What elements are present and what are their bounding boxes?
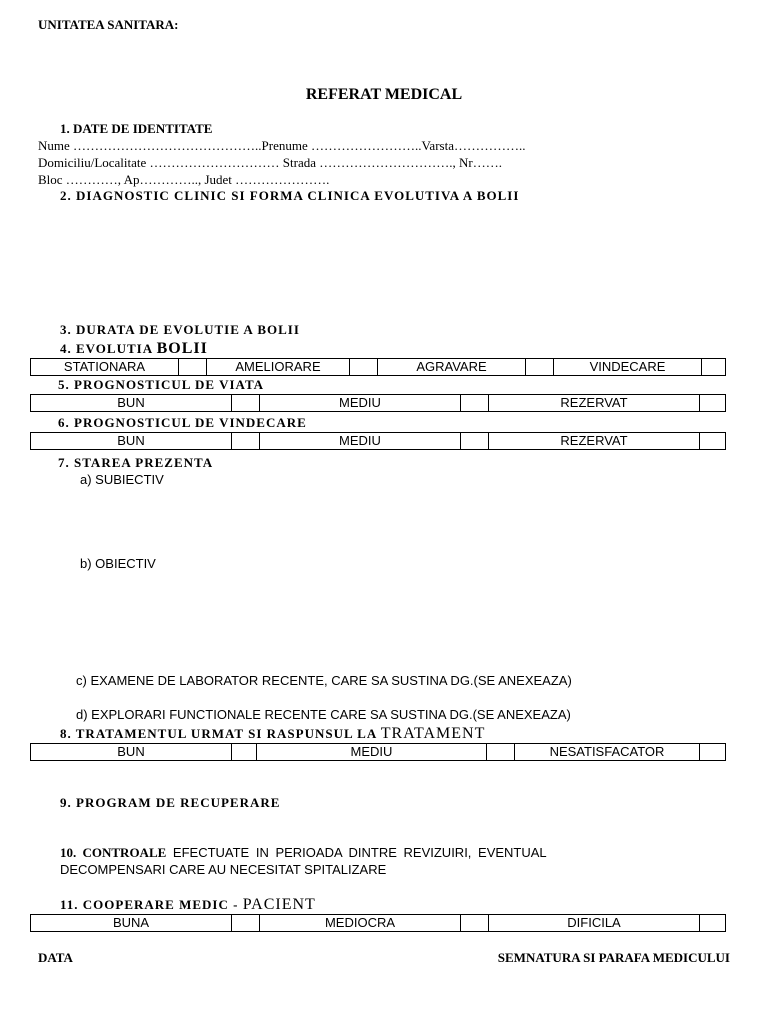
option-mediu: MEDIU [260,395,461,412]
option-nesatisfacator: NESATISFACATOR [515,744,700,761]
checkbox-mediocra[interactable] [461,915,489,932]
signature-label: SEMNATURA SI PARAFA MEDICULUI [497,950,730,965]
section-11-heading-prefix: 11. COOPERARE MEDIC - [60,897,243,912]
treatment-response-table [30,743,726,761]
option-ameliorare: AMELIORARE [207,359,350,376]
section-8-heading [60,725,485,743]
option-vindecare: VINDECARE [554,359,702,376]
option-rezervat: REZERVAT [489,395,700,412]
section-7-heading: 7. STAREA PREZENTA [58,455,214,470]
identity-line-3: Bloc …………, Ap………….., Judet …………………. [38,172,330,187]
checkbox-dificila[interactable] [700,915,726,932]
checkbox-bun[interactable] [232,395,260,412]
option-buna: BUNA [31,915,232,932]
document-title: REFERAT MEDICAL [305,86,463,103]
section-8-heading-prefix: 8. TRATAMENTUL URMAT SI RASPUNSUL LA [60,726,381,741]
option-agravare: AGRAVARE [378,359,526,376]
checkbox-buna[interactable] [232,915,260,932]
life-prognosis-table [30,394,726,412]
checkbox-bun[interactable] [232,433,260,450]
checkbox-agravare[interactable] [526,359,554,376]
checkbox-rezervat[interactable] [700,433,726,450]
unit-label: UNITATEA SANITARA: [38,17,179,32]
evolution-options-table [30,358,726,376]
section-9-heading: 9. PROGRAM DE RECUPERARE [60,795,281,810]
checkbox-nesatisfacator[interactable] [700,744,726,761]
cooperation-table [30,914,726,932]
checkbox-rezervat[interactable] [700,395,726,412]
section-10-line-2: DECOMPENSARI CARE AU NECESITAT SPITALIZARE [60,862,387,877]
section-6-heading: 6. PROGNOSTICUL DE VINDECARE [58,415,307,430]
option-dificila: DIFICILA [489,915,700,932]
option-mediu: MEDIU [257,744,487,761]
checkbox-mediu[interactable] [461,395,489,412]
functional-explorations-label: d) EXPLORARI FUNCTIONALE RECENTE CARE SA SUSTINA DG.(SE ANEXEAZA) [76,707,571,722]
option-bun: BUN [31,433,232,450]
checkbox-ameliorare[interactable] [350,359,378,376]
identity-line-2: Domiciliu/Localitate ………………………… Strada …………………………., Nr……. [38,155,502,170]
objective-label: b) OBIECTIV [80,556,156,571]
section-8-heading-word: TRATAMENT [380,725,486,742]
option-bun: BUN [31,395,232,412]
section-4-heading-prefix: 4. EVOLUTIA [60,341,157,356]
section-11-heading-word: PACIENT [242,896,316,913]
section-10-heading [60,845,547,861]
option-mediu: MEDIU [260,433,461,450]
cure-prognosis-table [30,432,726,450]
section-4-heading-word: BOLII [156,340,208,357]
section-2-heading: 2. DIAGNOSTIC CLINIC SI FORMA CLINICA EVOLUTIVA A BOLII [60,188,520,203]
subjective-label: a) SUBIECTIV [80,472,164,487]
option-mediocra: MEDIOCRA [260,915,461,932]
option-bun: BUN [31,744,232,761]
checkbox-vindecare[interactable] [702,359,726,376]
section-3-heading: 3. DURATA DE EVOLUTIE A BOLII [60,322,300,337]
checkbox-bun[interactable] [232,744,257,761]
section-10-heading-bold: 10. CONTROALE [60,845,167,860]
identity-line-1: Nume ……………………………………..Prenume ……………………..Varsta…………….. [38,138,526,153]
lab-exams-label: c) EXAMENE DE LABORATOR RECENTE, CARE SA SUSTINA DG.(SE ANEXEAZA) [76,673,572,688]
checkbox-mediu[interactable] [487,744,515,761]
date-label: DATA [38,950,73,965]
checkbox-stationara[interactable] [179,359,207,376]
option-rezervat: REZERVAT [489,433,700,450]
section-4-heading [60,340,208,358]
section-10-heading-rest: EFECTUATE IN PERIOADA DINTRE REVIZUIRI, EVENTUAL [166,845,547,860]
section-11-heading [60,896,316,914]
checkbox-mediu[interactable] [461,433,489,450]
section-1-heading: 1. DATE DE IDENTITATE [60,121,213,136]
section-5-heading: 5. PROGNOSTICUL DE VIATA [58,377,265,392]
option-stationara: STATIONARA [31,359,179,376]
